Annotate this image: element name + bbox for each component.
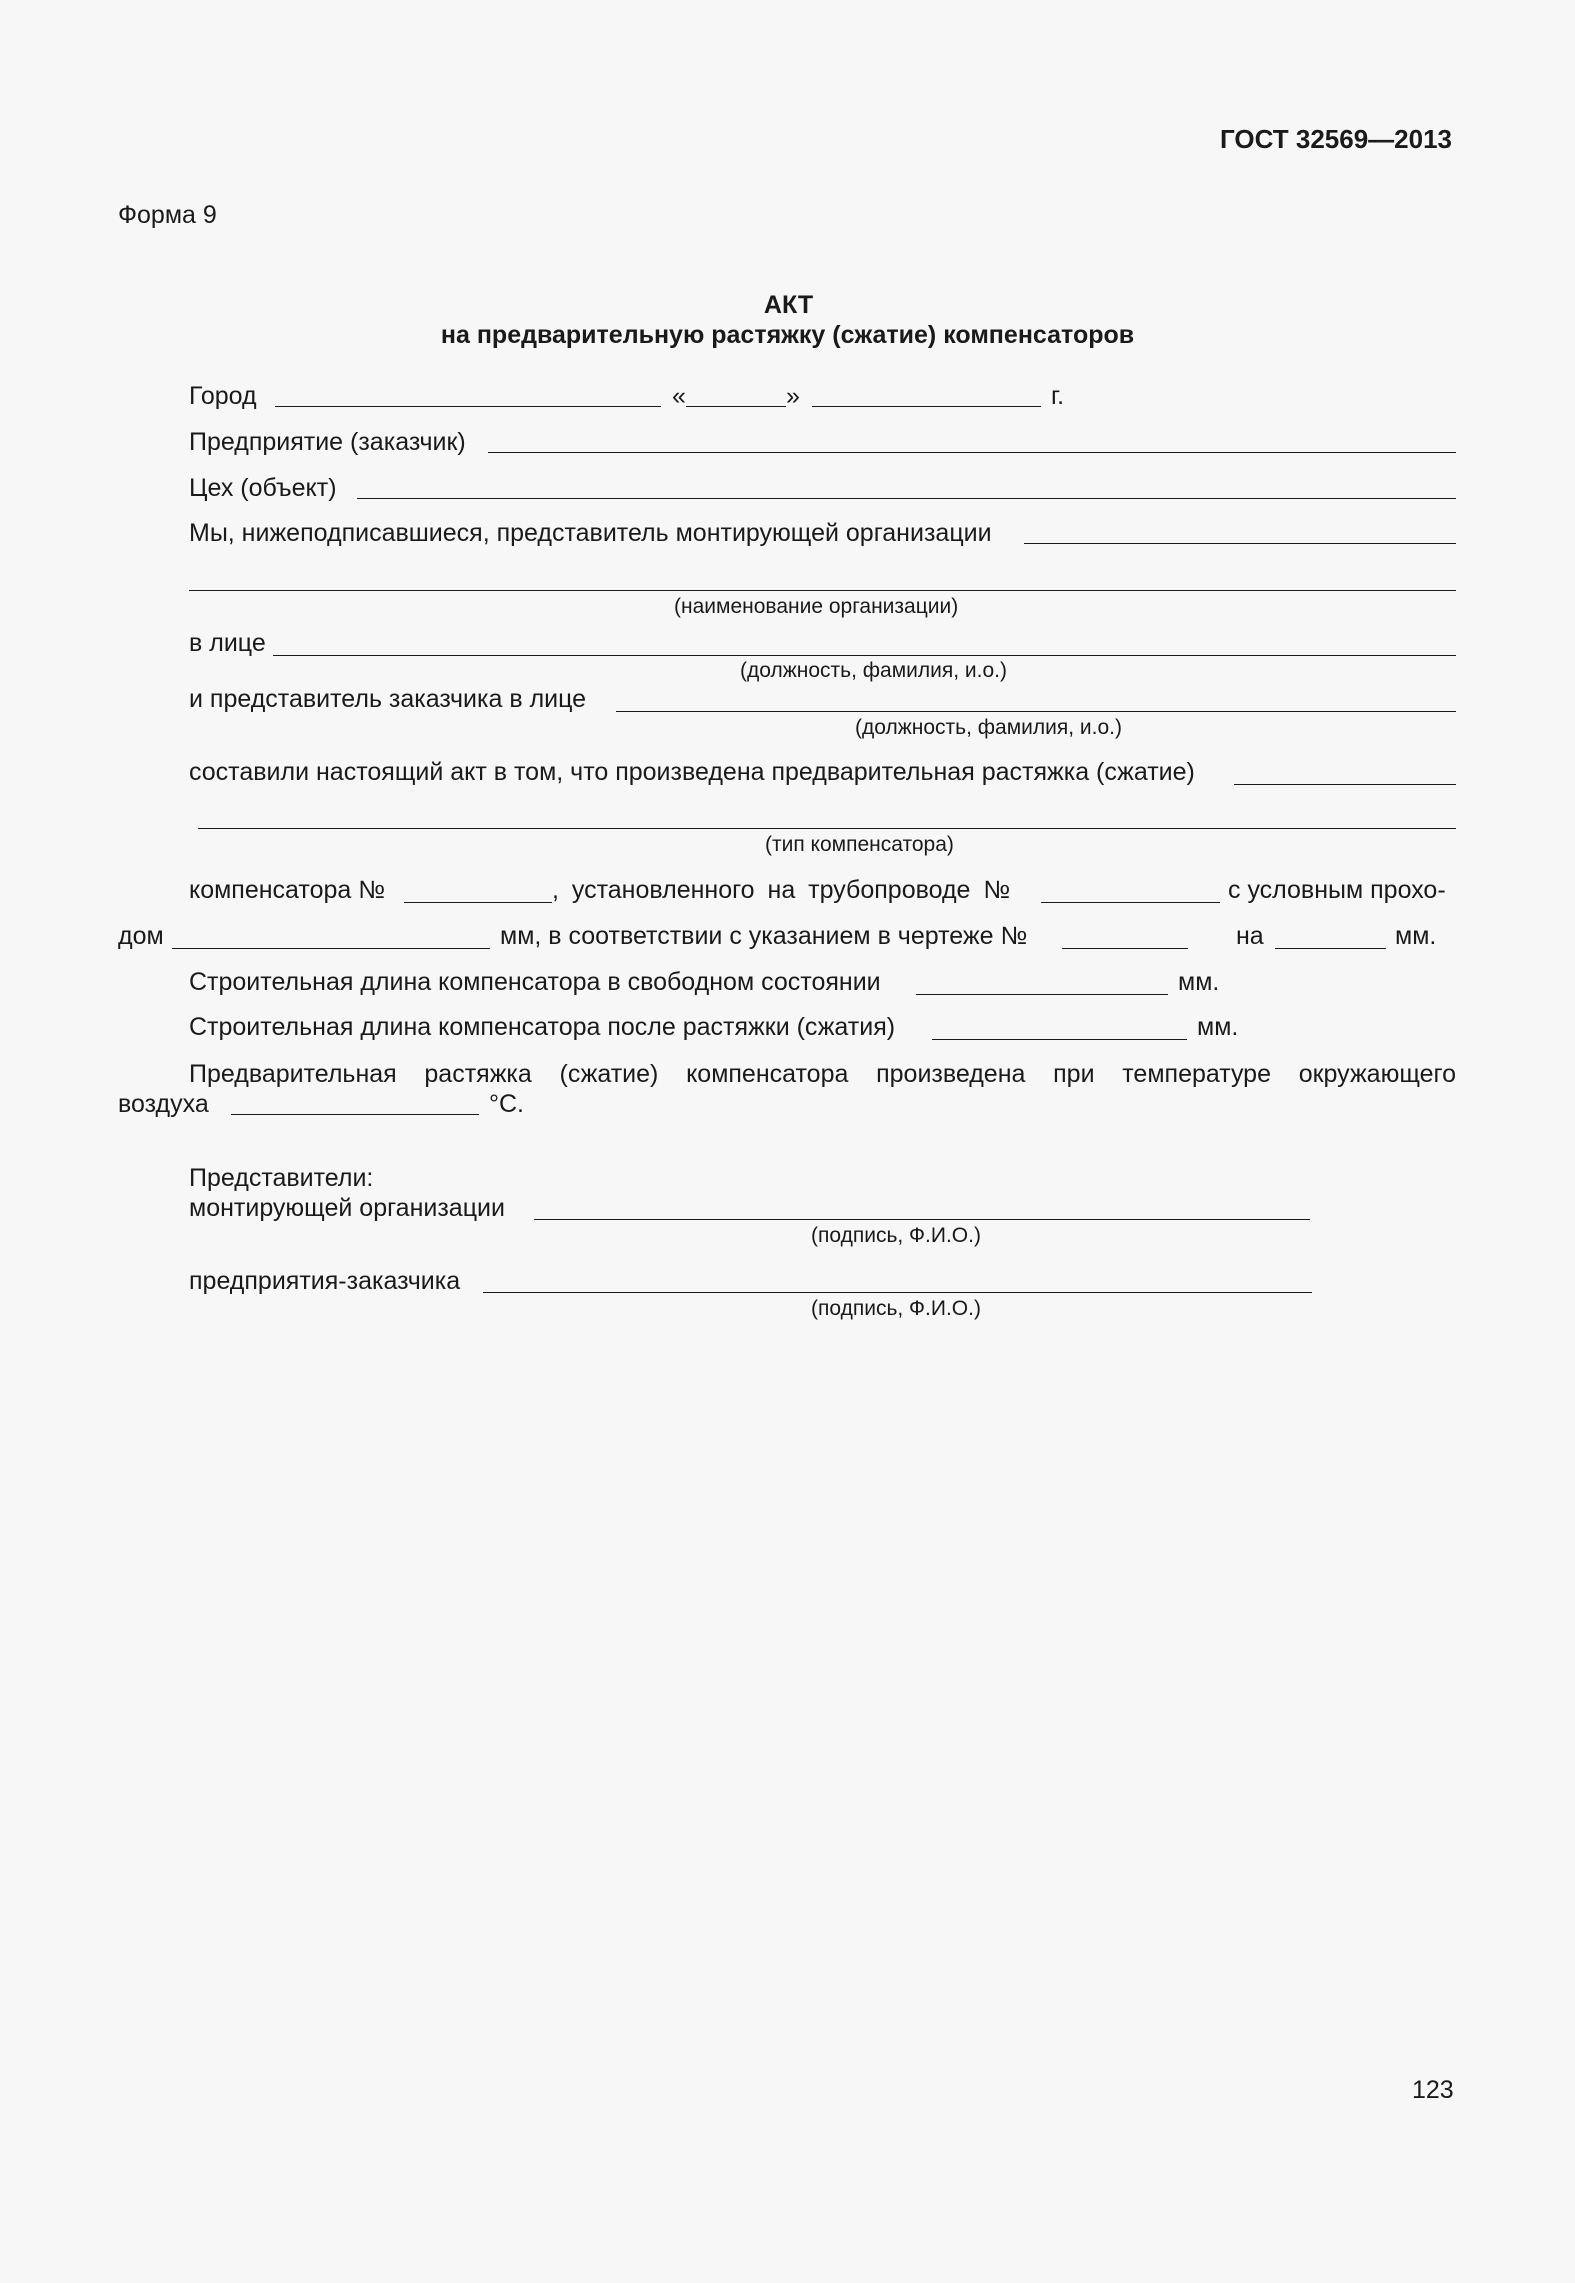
- customer-signature-caption: (подпись, Ф.И.О.): [811, 1297, 981, 1320]
- length-free-label: Строительная длина компенсатора в свободном состоянии: [189, 968, 881, 996]
- passage-size-field[interactable]: [172, 948, 490, 949]
- workshop-field[interactable]: [357, 498, 1456, 499]
- customer-rep-label: и представитель заказчика в лице: [189, 685, 587, 713]
- representatives-heading: Представители:: [189, 1164, 374, 1192]
- page-number: 123: [1412, 2076, 1454, 2104]
- position-caption-1: (должность, фамилия, и.о.): [740, 659, 1007, 682]
- length-free-field[interactable]: [916, 994, 1168, 995]
- mm-according-label: мм, в соответствии с указанием в чертеже №: [500, 922, 1028, 950]
- position-caption-2: (должность, фамилия, и.о.): [855, 716, 1122, 739]
- drew-up-text: составили настоящий акт в том, что произведена предварительная растяжка (сжатие): [189, 758, 1195, 786]
- length-after-label: Строительная длина компенсатора после растяжки (сжатия): [189, 1013, 896, 1041]
- compensator-type-field[interactable]: [198, 828, 1456, 829]
- standard-number: ГОСТ 32569—2013: [1220, 124, 1452, 154]
- nominal-passage-label: с условным прохо-: [1228, 876, 1446, 904]
- installer-signature-caption: (подпись, Ф.И.О.): [811, 1224, 981, 1247]
- title-act: АКТ: [763, 291, 814, 319]
- undersigned-text: Мы, нижеподписавшиеся, представитель монтирующей организации: [189, 519, 992, 547]
- compensator-no-label: компенсатора №: [189, 876, 386, 904]
- mm-label-2: мм.: [1178, 968, 1220, 996]
- mm-label-3: мм.: [1197, 1013, 1239, 1041]
- compensator-type-caption: (тип компенсатора): [765, 833, 954, 856]
- installer-org-field[interactable]: [1024, 543, 1456, 544]
- quote-close: »: [786, 382, 800, 410]
- customer-signature-label: предприятия-заказчика: [189, 1267, 461, 1295]
- in-person-label: в лице: [189, 629, 266, 657]
- city-label: Город: [189, 382, 257, 410]
- year-suffix: г.: [1051, 382, 1065, 410]
- stretch-field[interactable]: [1234, 784, 1456, 785]
- enterprise-label: Предприятие (заказчик): [189, 428, 466, 456]
- dom-label: дом: [118, 922, 164, 950]
- pipeline-no-field[interactable]: [1041, 902, 1220, 903]
- degree-celsius-label: °С.: [489, 1090, 524, 1118]
- customer-rep-field[interactable]: [616, 711, 1456, 712]
- na-label: на: [1236, 922, 1264, 950]
- air-label: воздуха: [118, 1090, 209, 1118]
- stretch-value-field[interactable]: [1275, 948, 1386, 949]
- month-field[interactable]: [812, 406, 1041, 407]
- mm-label-1: мм.: [1395, 922, 1437, 950]
- temperature-text: Предварительная растяжка (сжатие) компенсатора произведена при температуре окружающего: [189, 1060, 1456, 1088]
- quote-open: «: [672, 382, 686, 410]
- installer-signature-label: монтирующей организации: [189, 1194, 505, 1222]
- drawing-no-field[interactable]: [1062, 948, 1188, 949]
- day-field[interactable]: [686, 406, 786, 407]
- customer-signature-field[interactable]: [483, 1292, 1312, 1293]
- installer-signature-field[interactable]: [534, 1219, 1310, 1220]
- temperature-field[interactable]: [231, 1114, 479, 1115]
- workshop-label: Цех (объект): [189, 474, 337, 502]
- org-name-field[interactable]: [189, 590, 1456, 591]
- org-name-caption: (наименование организации): [674, 595, 959, 618]
- form-label: Форма 9: [118, 201, 217, 229]
- city-field[interactable]: [275, 406, 661, 407]
- installed-on-label: , установленного на трубопроводе №: [552, 876, 1011, 904]
- compensator-no-field[interactable]: [404, 902, 552, 903]
- enterprise-field[interactable]: [488, 452, 1456, 453]
- title-subtitle: на предварительную растяжку (сжатие) компенсаторов: [440, 321, 1135, 349]
- in-person-field[interactable]: [273, 655, 1456, 656]
- length-after-field[interactable]: [932, 1039, 1187, 1040]
